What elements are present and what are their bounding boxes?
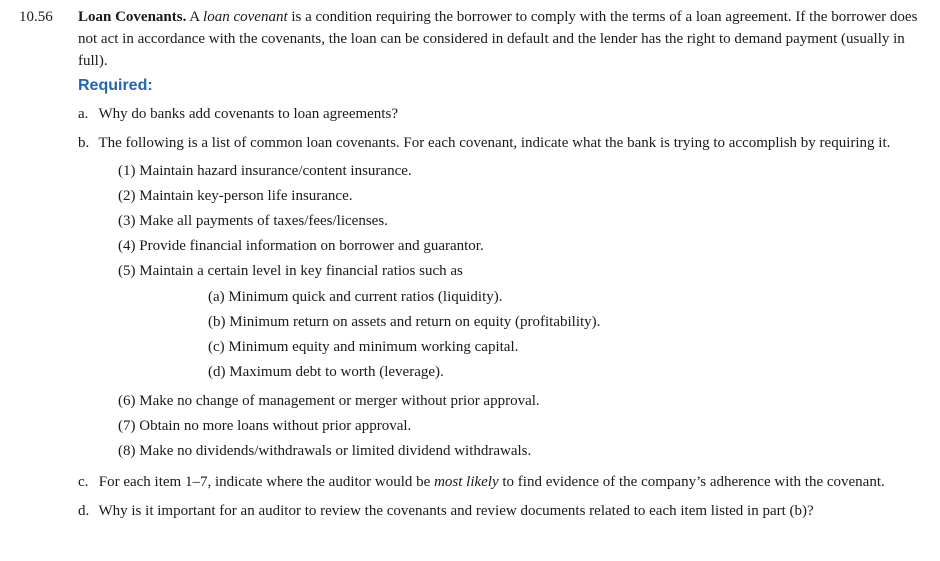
question-label: b.: [78, 135, 90, 151]
ratio-item: (a) Minimum quick and current ratios (liquidity).: [208, 289, 503, 305]
intro-pre: A: [186, 9, 204, 25]
covenant-list: [118, 159, 928, 464]
ratio-item: (c) Minimum equity and minimum working capital.: [208, 339, 519, 355]
question-text: The following is a list of common loan covenants. For each covenant, indicate what the bank is trying to accomplish by requiring it.: [98, 135, 891, 151]
covenant-item: (8) Make no dividends/withdrawals or limited dividend withdrawals.: [118, 443, 532, 459]
question-label: d.: [78, 503, 90, 519]
ratio-list: [208, 285, 928, 385]
required-heading: Required:: [78, 77, 153, 94]
covenant-item: (5) Maintain a certain level in key financial ratios such as: [118, 263, 463, 279]
problem-title: Loan Covenants.: [78, 9, 187, 25]
intro-term: loan covenant: [203, 9, 288, 25]
problem-intro: [78, 6, 928, 72]
problem-number: 10.56: [19, 9, 53, 25]
covenant-item: (6) Make no change of management or merger without prior approval.: [118, 393, 540, 409]
question-text: Why do banks add covenants to loan agreements?: [98, 106, 398, 122]
ratio-item: (d) Maximum debt to worth (leverage).: [208, 364, 444, 380]
question-d: [78, 500, 928, 522]
problem-body: [78, 6, 928, 522]
covenant-item: (7) Obtain no more loans without prior approval.: [118, 418, 412, 434]
ratio-item: (b) Minimum return on assets and return on equity (profitability).: [208, 314, 601, 330]
question-label: a.: [78, 106, 89, 122]
question-emphasis: most likely: [434, 474, 499, 490]
covenant-item: (1) Maintain hazard insurance/content insurance.: [118, 163, 412, 179]
covenant-item: (2) Maintain key-person life insurance.: [118, 188, 353, 204]
question-label: c.: [78, 474, 89, 490]
question-b: [78, 132, 928, 154]
question-c: [78, 471, 928, 493]
question-text: Why is it important for an auditor to review the covenants and review documents related to each item listed in part (b)?: [98, 503, 814, 519]
covenant-item: (3) Make all payments of taxes/fees/licenses.: [118, 213, 388, 229]
question-text-pre: For each item 1–7, indicate where the auditor would be: [98, 474, 435, 490]
question-a: [78, 103, 928, 125]
covenant-item: (4) Provide financial information on borrower and guarantor.: [118, 238, 484, 254]
question-text-post: to find evidence of the company’s adherence with the covenant.: [498, 474, 885, 490]
intro-rest: is a condition requiring the borrower to comply with the terms of a loan agreement. If the borrower does not act in accordance with the covenants, the loan can be considered in default and the lender has the right to demand payment (usually in full).: [78, 9, 918, 69]
